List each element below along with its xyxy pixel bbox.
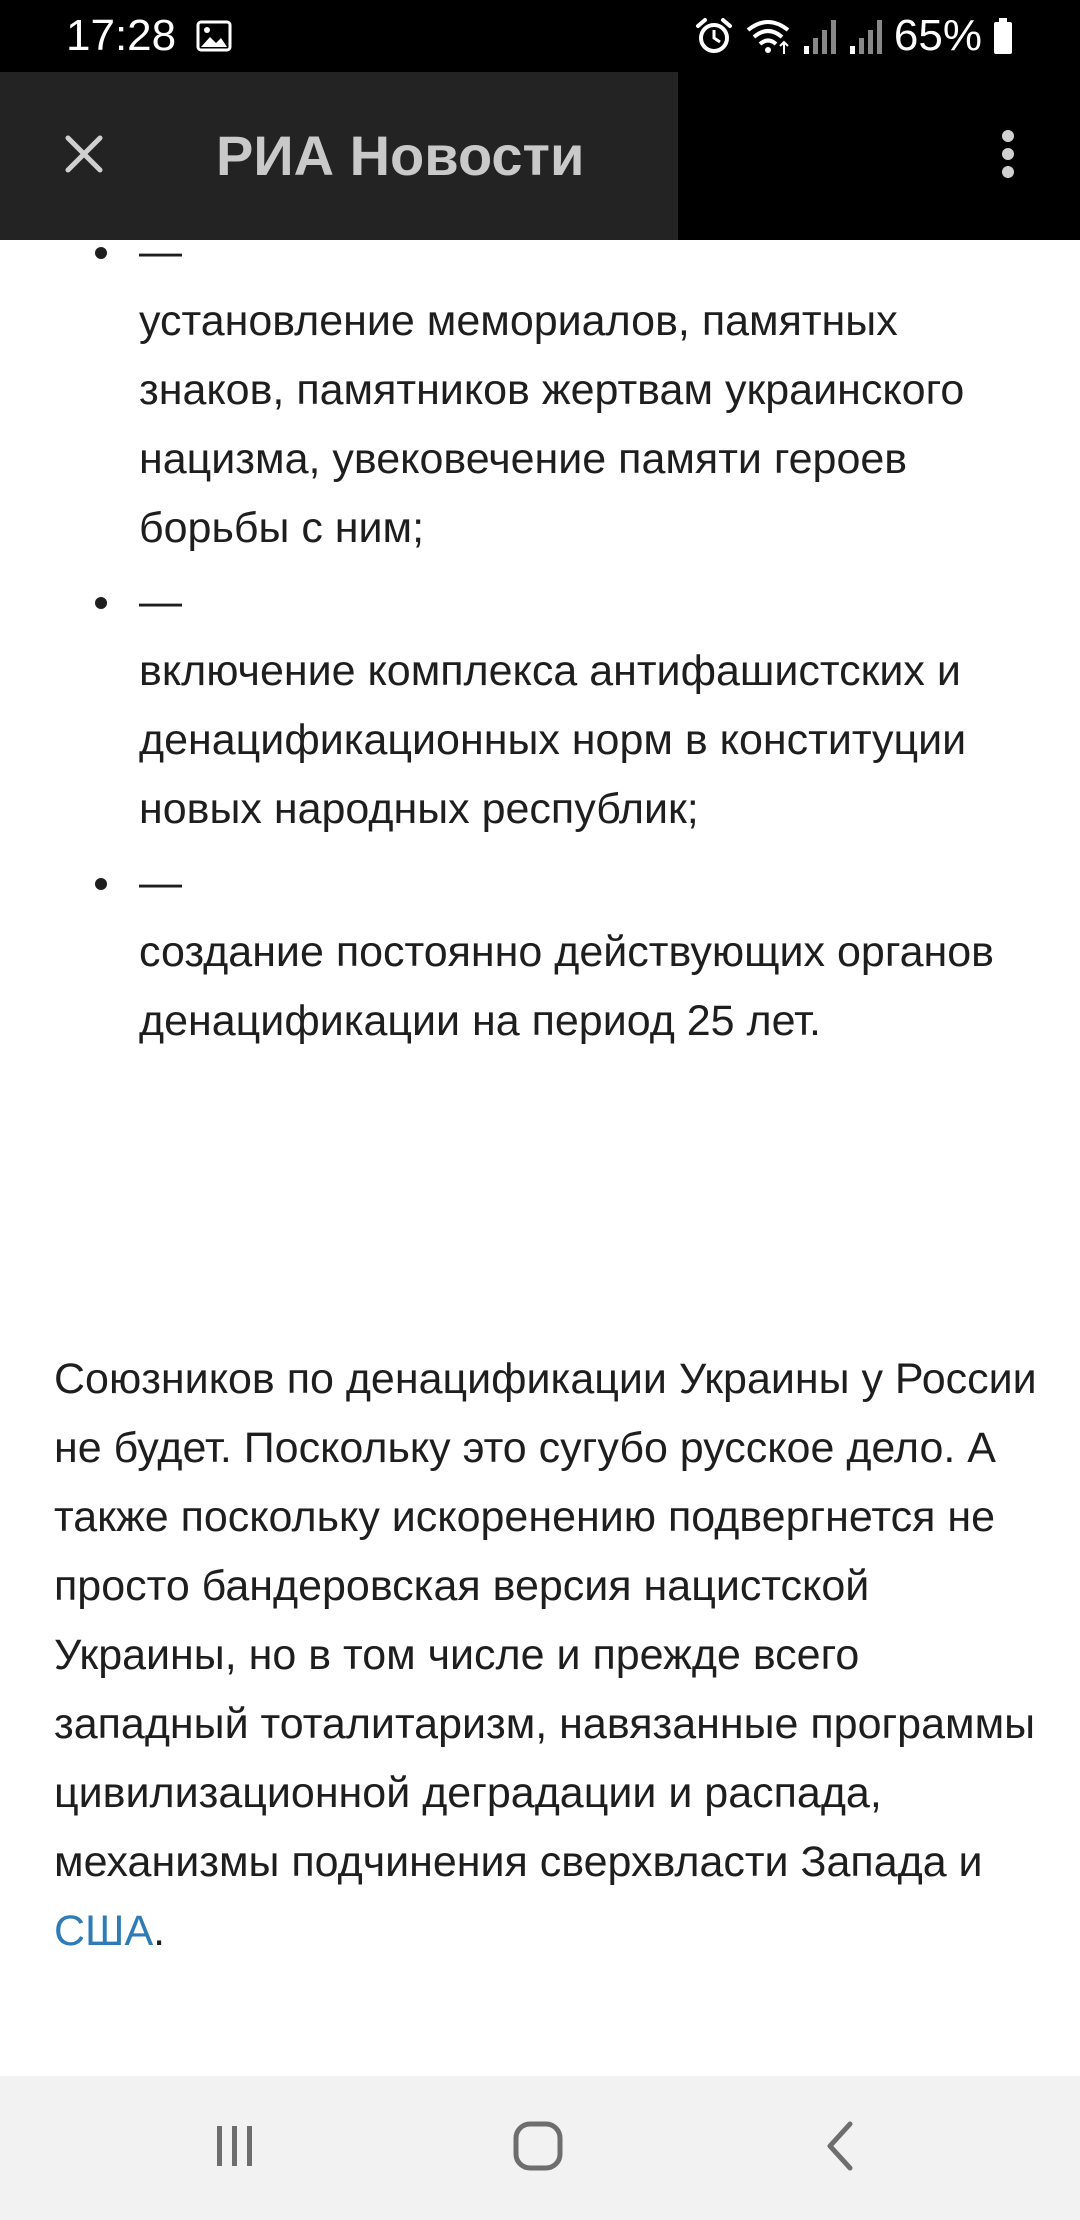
paragraph-end: . xyxy=(153,1907,166,1955)
list-item xyxy=(0,849,1080,1056)
bullet-dash: — xyxy=(139,578,182,626)
app-toolbar xyxy=(0,72,1080,240)
list-item xyxy=(0,240,1080,563)
bullet-text: создание постоянно действующих органов денацификации на период 25 лет. xyxy=(139,928,994,1045)
bullet-text: включение комплекса антифашистских и денацификационных норм в конституции новых народных республик; xyxy=(139,647,967,833)
article-content[interactable] xyxy=(0,240,1080,2076)
system-nav-bar xyxy=(0,2076,1080,2220)
back-button[interactable] xyxy=(790,2112,890,2184)
status-time: 17:28 xyxy=(66,11,177,60)
more-options-button[interactable] xyxy=(966,114,1050,198)
more-vert-icon xyxy=(1000,128,1016,185)
bullet-dot xyxy=(95,247,107,259)
recent-apps-icon xyxy=(211,2122,259,2175)
bullet-dot xyxy=(95,878,107,890)
home-button[interactable] xyxy=(488,2112,588,2184)
close-icon xyxy=(64,134,104,179)
bullet-dash: — xyxy=(139,859,182,907)
battery-percent: 65% xyxy=(893,11,982,60)
signal-icon xyxy=(848,16,884,56)
list-item xyxy=(0,568,1080,844)
wifi-icon xyxy=(744,16,792,56)
bullet-text: установление мемориалов, памятных знаков, памятников жертвам украинского нацизма, увековечение памяти героев борьбы с ним; xyxy=(139,297,965,552)
close-button[interactable] xyxy=(42,114,126,198)
back-icon xyxy=(820,2120,860,2177)
bullet-dot xyxy=(95,597,107,609)
signal-icon xyxy=(802,16,838,56)
bullet-dash: — xyxy=(139,240,182,276)
bullet-list xyxy=(0,240,1080,1061)
status-bar xyxy=(0,0,1080,72)
gallery-icon xyxy=(196,20,232,52)
recent-apps-button[interactable] xyxy=(185,2112,285,2184)
article-paragraph xyxy=(54,1345,1044,1966)
usa-link[interactable]: США xyxy=(54,1907,154,1955)
status-icons xyxy=(694,10,1014,62)
battery-icon xyxy=(992,16,1014,56)
paragraph-text: Союзников по денацификации Украины у России не будет. Поскольку это сугубо русское дело. А также поскольку искоренению подвергнется не просто бандеровская версия нацистской Украины, но в том числе и прежде всего западный тоталитаризм, навязанные программы цивилизационной деградации и распада, механизмы подчинения сверхвласти Запада и xyxy=(54,1355,1037,1886)
alarm-icon xyxy=(694,16,734,56)
toolbar-title-area xyxy=(0,72,678,240)
home-icon xyxy=(512,2120,564,2177)
page-title: РИА Новости xyxy=(216,124,585,187)
